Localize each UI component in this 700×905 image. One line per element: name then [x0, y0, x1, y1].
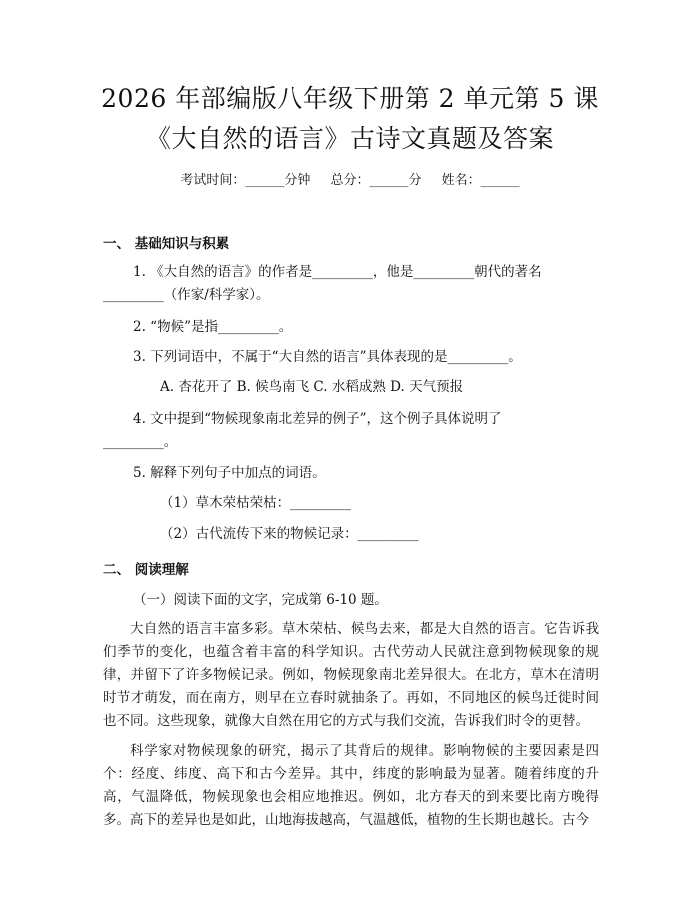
reading-intro: （一）阅读下面的文字，完成第 6-10 题。: [133, 592, 388, 608]
title-line-2: 《大自然的语言》古诗文真题及答案: [145, 124, 554, 153]
question-5: 5. 解释下列句子中加点的词语。: [133, 465, 326, 481]
student-name: 姓名：______: [441, 173, 520, 188]
question-4-line-1: 4. 文中提到“物候现象南北差异的例子”，这个例子具体说明了: [133, 411, 502, 427]
question-3-options: A. 杏花开了 B. 候鸟南飞 C. 水稻成熟 D. 天气预报: [160, 379, 464, 395]
question-5-sub-2: （2）古代流传下来的物候记录：_________: [160, 526, 419, 542]
title-line-1: 2026 年部编版八年级下册第 2 单元第 5 课: [101, 84, 599, 113]
question-1-line-2: _________（作家/科学家）。: [103, 287, 270, 303]
section-2-heading: 二、 阅读理解: [103, 562, 189, 578]
passage-paragraph-2: 科学家对物候现象的研究，揭示了其背后的规律。影响物候的主要因素是四个：经度、纬度、高下和古今差异。其中，纬度的影响最为显著。随着纬度的升高，气温降低，物候现象也会相应地推迟。例如，北方春天的到来要比南方晚得多。高下的差异也是如此，山地海拔越高，气温越低，植物的生长期也越长。古今: [103, 743, 599, 828]
total-score: 总分：______分: [330, 173, 422, 188]
question-3: 3. 下列词语中，不属于“大自然的语言”具体表现的是_________。: [133, 349, 522, 365]
exam-meta: [0, 169, 700, 188]
question-1-line-1: 1. 《大自然的语言》的作者是_________，他是_________朝代的著名: [133, 264, 542, 280]
section-1-heading: 一、 基础知识与积累: [103, 236, 230, 252]
exam-time: 考试时间：______分钟: [180, 173, 311, 188]
question-2: 2. “物候”是指_________。: [133, 319, 293, 335]
question-4-line-2: _________。: [103, 434, 178, 450]
question-5-sub-1: （1）草木荣枯荣枯：_________: [160, 495, 351, 511]
passage-paragraph-1: 大自然的语言丰富多彩。草木荣枯、候鸟去来，都是大自然的语言。它告诉我们季节的变化，也蕴含着丰富的科学知识。古代劳动人民就注意到物候现象的规律，并留下了许多物候记录。例如，物候现象南北差异很大。在北方，草木在清明时节才萌发，而在南方，则早在立春时就抽条了。再如，不同地区的候鸟迁徙时间也不同。这些现象，就像大自然在用它的方式与我们交流，告诉我们时令的更替。: [103, 621, 599, 729]
